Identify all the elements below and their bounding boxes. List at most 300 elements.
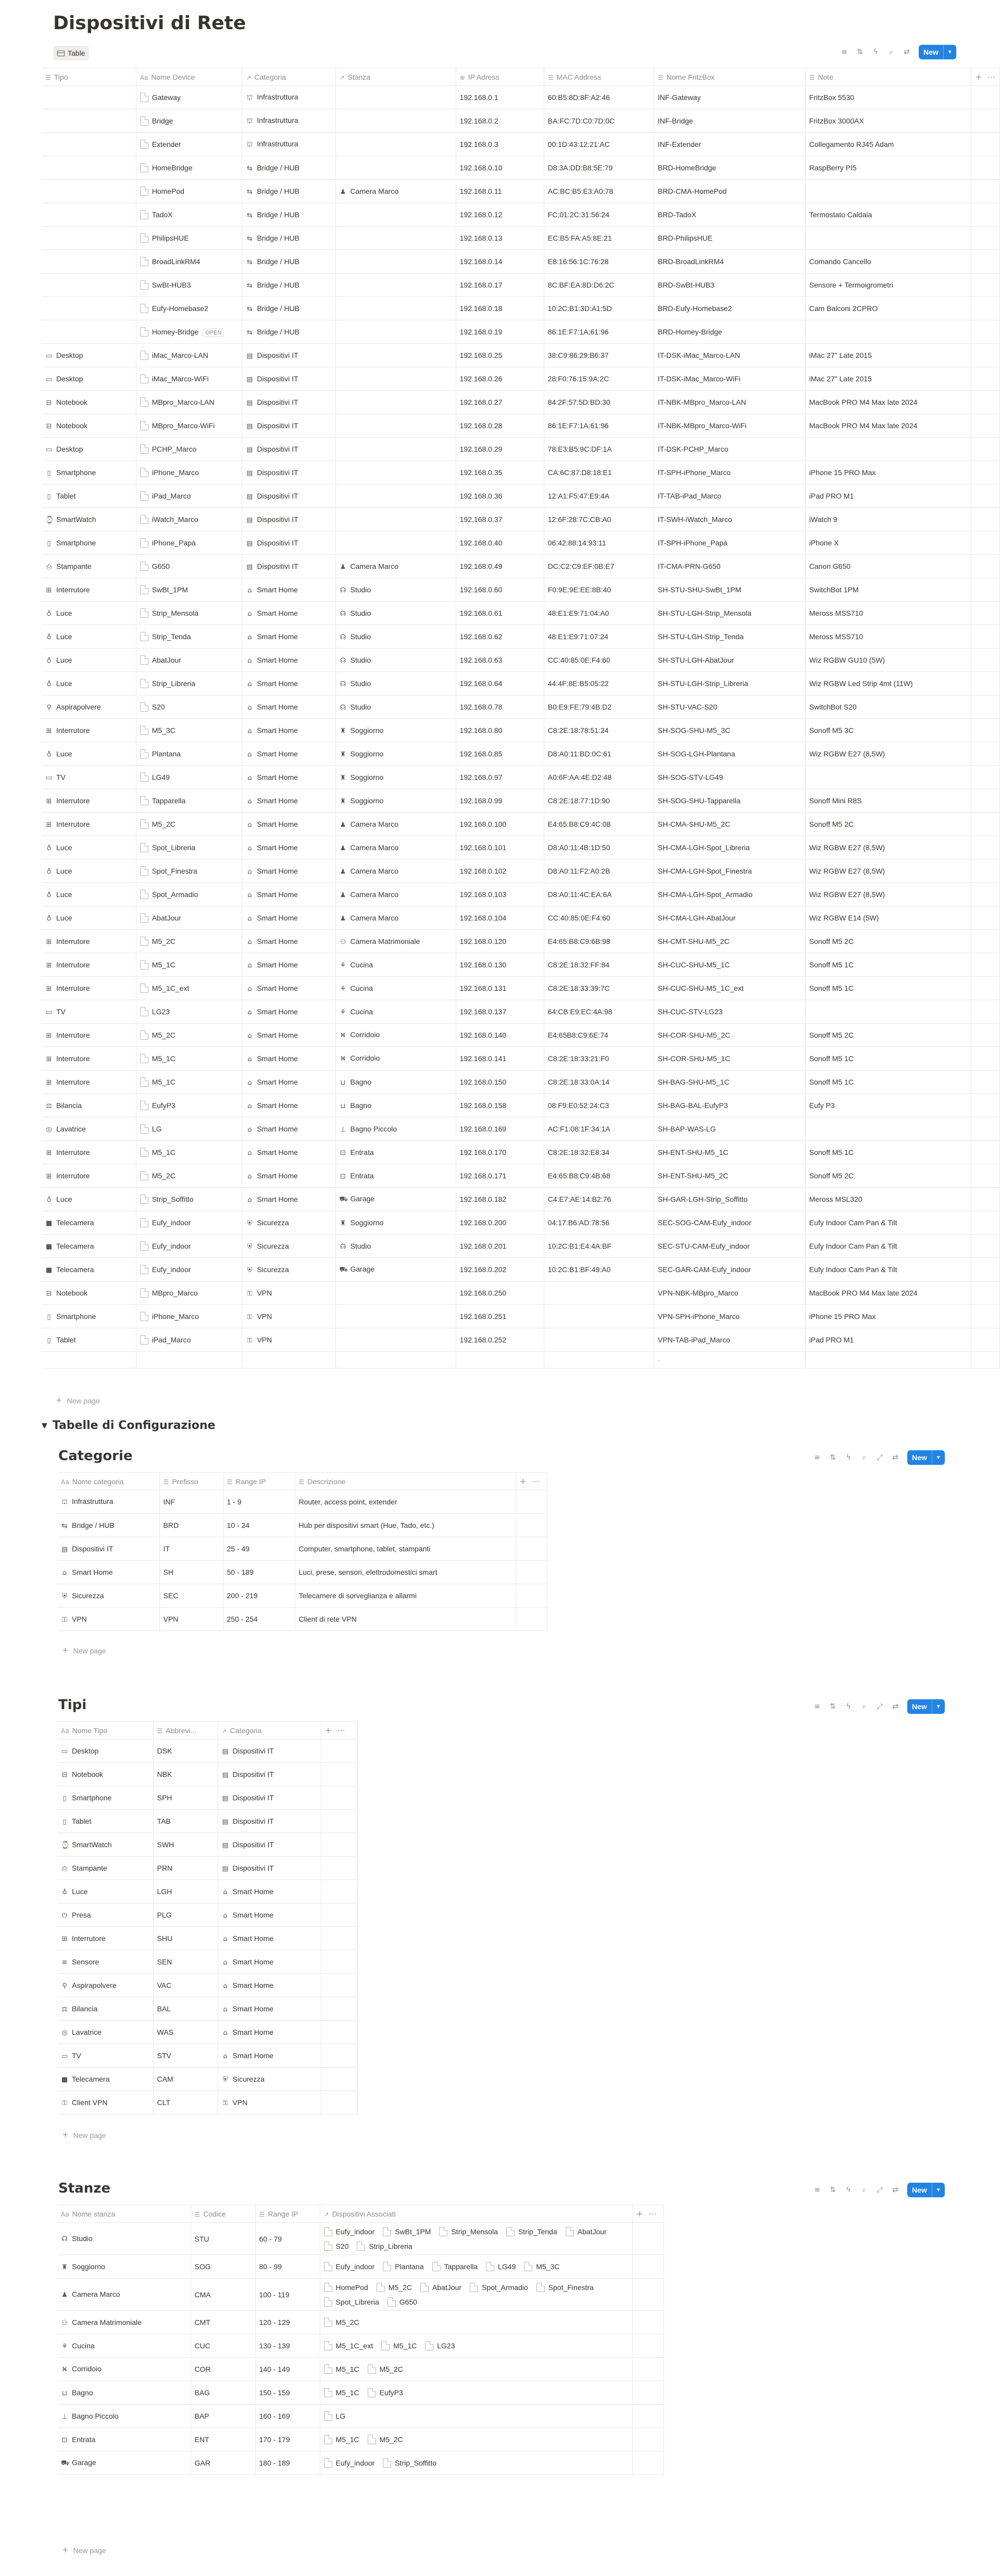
table-row[interactable] — [57, 2405, 664, 2428]
cell-nome-fritzbox[interactable] — [654, 742, 805, 766]
cell-categoria[interactable] — [242, 672, 335, 695]
table-row[interactable] — [42, 1047, 1000, 1071]
column-header-ip-adress[interactable] — [456, 68, 544, 86]
table-row[interactable] — [57, 1763, 357, 1786]
cell-nome-fritzbox[interactable] — [654, 555, 805, 578]
cell-tipo[interactable] — [42, 1047, 136, 1071]
device-chip[interactable] — [324, 2435, 359, 2444]
cell-nome-fritzbox[interactable] — [654, 227, 805, 250]
table-row[interactable] — [57, 2255, 664, 2279]
expand-icon[interactable]: ⤢ — [877, 1453, 883, 1462]
cell-categoria[interactable] — [242, 953, 335, 977]
cell-nome-fritzbox[interactable] — [654, 1141, 805, 1164]
cell-nome-tipo[interactable] — [57, 1763, 153, 1786]
cell-note[interactable] — [805, 297, 971, 320]
cell-categoria[interactable] — [242, 180, 335, 203]
cell-categoria[interactable] — [242, 1071, 335, 1094]
cell-note[interactable] — [805, 414, 971, 438]
cell-tipo[interactable] — [42, 625, 136, 649]
cell-note[interactable] — [805, 227, 971, 250]
cell-nome-device[interactable] — [136, 789, 242, 813]
table-row[interactable] — [42, 133, 1000, 156]
cell-note[interactable] — [805, 789, 971, 813]
cell-nome-device[interactable] — [136, 438, 242, 461]
open-button[interactable]: OPEN — [203, 329, 224, 337]
cell-nome-device[interactable] — [136, 1211, 242, 1235]
cell-nome-tipo[interactable] — [57, 2068, 153, 2091]
summary-cell[interactable] — [456, 1352, 544, 1368]
cell-nome-fritzbox[interactable] — [654, 930, 805, 953]
table-row[interactable] — [57, 1537, 547, 1561]
cell-nome-fritzbox[interactable] — [654, 1000, 805, 1024]
cell-stanza[interactable] — [335, 578, 456, 602]
cell-stanza[interactable] — [335, 1258, 456, 1281]
cell-note[interactable] — [805, 508, 971, 531]
table-row[interactable] — [42, 555, 1000, 578]
cell-categoria[interactable] — [242, 391, 335, 414]
cell-nome-tipo[interactable] — [57, 1857, 153, 1880]
column-header-nome-device[interactable] — [136, 68, 242, 86]
cell-nome-fritzbox[interactable] — [654, 391, 805, 414]
cell-nome-fritzbox[interactable] — [654, 953, 805, 977]
cell-nome-device[interactable] — [136, 1024, 242, 1047]
cell-stanza[interactable] — [335, 930, 456, 953]
cell-tipo[interactable] — [42, 180, 136, 203]
cell-nome-categoria[interactable] — [57, 1537, 159, 1561]
cell-tipo[interactable] — [42, 695, 136, 719]
automation-icon[interactable]: ϟ — [846, 1453, 851, 1462]
cell-note[interactable] — [805, 906, 971, 930]
cell-stanza[interactable] — [335, 906, 456, 930]
cell-categoria[interactable] — [218, 1786, 321, 1810]
table-row[interactable] — [42, 86, 1000, 109]
chevron-down-icon[interactable]: ▼ — [932, 1699, 945, 1714]
cell-categoria[interactable] — [218, 1763, 321, 1786]
cell-note[interactable] — [805, 367, 971, 391]
summary-cell[interactable] — [805, 1352, 971, 1368]
cell-nome-device[interactable] — [136, 203, 242, 227]
device-chip[interactable] — [536, 2280, 594, 2295]
table-row[interactable] — [57, 1514, 547, 1537]
column-header-dispositivi-associati[interactable] — [320, 2205, 632, 2223]
cell-tipo[interactable] — [42, 602, 136, 625]
cell-nome-device[interactable] — [136, 508, 242, 531]
cell-nome-fritzbox[interactable] — [654, 883, 805, 906]
table-row[interactable] — [57, 1739, 357, 1763]
table-row[interactable] — [42, 273, 1000, 297]
cell-nome-device[interactable] — [136, 367, 242, 391]
summary-cell[interactable] — [335, 1352, 456, 1368]
cell-categoria[interactable] — [242, 1047, 335, 1071]
cell-nome-device[interactable] — [136, 180, 242, 203]
table-row[interactable] — [57, 1880, 357, 1903]
cell-nome-device[interactable] — [136, 977, 242, 1000]
table-row[interactable] — [42, 766, 1000, 789]
cell-nome-device[interactable] — [136, 719, 242, 742]
cell-note[interactable] — [805, 484, 971, 508]
cell-tipo[interactable] — [42, 133, 136, 156]
cell-tipo[interactable] — [42, 273, 136, 297]
cell-nome-fritzbox[interactable] — [654, 109, 805, 133]
sliders-icon[interactable]: ⇄ — [892, 1453, 898, 1462]
cell-nome-fritzbox[interactable] — [654, 1188, 805, 1211]
cell-nome-fritzbox[interactable] — [654, 367, 805, 391]
search-icon[interactable]: ⌕ — [862, 2186, 866, 2194]
cell-nome-device[interactable] — [136, 1141, 242, 1164]
chevron-down-icon[interactable]: ▼ — [943, 45, 956, 59]
cell-categoria[interactable] — [218, 1857, 321, 1880]
cell-note[interactable] — [805, 250, 971, 273]
table-row[interactable] — [57, 1927, 357, 1950]
cell-categoria[interactable] — [242, 227, 335, 250]
cell-categoria[interactable] — [242, 1117, 335, 1141]
table-row[interactable] — [42, 672, 1000, 695]
cell-stanza[interactable] — [335, 1000, 456, 1024]
cell-dispositivi-associati[interactable] — [320, 2451, 632, 2475]
table-row[interactable] — [57, 2091, 357, 2114]
cell-nome-stanza[interactable] — [57, 2358, 191, 2381]
column-header-stanza[interactable] — [335, 68, 456, 86]
cell-note[interactable] — [805, 1000, 971, 1024]
column-header-nome-tipo[interactable] — [57, 1722, 153, 1739]
cell-nome-fritzbox[interactable] — [654, 438, 805, 461]
cell-stanza[interactable] — [335, 860, 456, 883]
device-chip[interactable] — [324, 2295, 379, 2309]
cell-nome-device[interactable] — [136, 250, 242, 273]
cell-stanza[interactable] — [335, 438, 456, 461]
cell-nome-device[interactable] — [136, 860, 242, 883]
cell-nome-device[interactable] — [136, 578, 242, 602]
cell-tipo[interactable] — [42, 156, 136, 180]
cell-nome-fritzbox[interactable] — [654, 1281, 805, 1305]
device-chip[interactable] — [357, 2239, 412, 2254]
cell-stanza[interactable] — [335, 1328, 456, 1352]
table-row[interactable] — [42, 1305, 1000, 1328]
filter-icon[interactable]: ≡ — [841, 48, 847, 56]
cell-note[interactable] — [805, 555, 971, 578]
table-row[interactable] — [42, 789, 1000, 813]
device-chip[interactable] — [383, 2224, 431, 2239]
cell-note[interactable] — [805, 180, 971, 203]
cell-nome-device[interactable] — [136, 461, 242, 484]
cell-stanza[interactable] — [335, 203, 456, 227]
table-row[interactable] — [57, 2044, 357, 2068]
cell-nome-fritzbox[interactable] — [654, 860, 805, 883]
table-row[interactable] — [42, 1094, 1000, 1117]
table-row[interactable] — [57, 1950, 357, 1974]
sort-icon[interactable]: ⇅ — [857, 48, 863, 56]
categorie-new-page-button[interactable]: + New page — [63, 1645, 106, 1656]
cell-stanza[interactable] — [335, 273, 456, 297]
cell-note[interactable] — [805, 930, 971, 953]
cell-tipo[interactable] — [42, 719, 136, 742]
table-row[interactable] — [42, 930, 1000, 953]
filter-icon[interactable]: ≡ — [814, 1702, 820, 1711]
table-row[interactable] — [42, 344, 1000, 367]
cell-tipo[interactable] — [42, 1258, 136, 1281]
cell-nome-fritzbox[interactable] — [654, 695, 805, 719]
table-row[interactable] — [57, 1608, 547, 1631]
cell-nome-fritzbox[interactable] — [654, 133, 805, 156]
table-row[interactable] — [42, 836, 1000, 860]
table-row[interactable] — [42, 602, 1000, 625]
table-row[interactable] — [57, 1974, 357, 1997]
table-row[interactable] — [57, 2451, 664, 2475]
cell-nome-device[interactable] — [136, 695, 242, 719]
table-row[interactable] — [42, 391, 1000, 414]
cell-stanza[interactable] — [335, 367, 456, 391]
filter-icon[interactable]: ≡ — [814, 1453, 820, 1462]
sort-icon[interactable]: ⇅ — [830, 1702, 836, 1711]
cell-nome-device[interactable] — [136, 344, 242, 367]
table-row[interactable] — [42, 1141, 1000, 1164]
device-chip[interactable] — [324, 2341, 373, 2350]
column-header-tipo[interactable] — [42, 68, 136, 86]
cell-note[interactable] — [805, 109, 971, 133]
cell-dispositivi-associati[interactable] — [320, 2311, 632, 2334]
cell-nome-fritzbox[interactable] — [654, 1211, 805, 1235]
cell-nome-device[interactable] — [136, 320, 242, 344]
table-row[interactable] — [42, 1188, 1000, 1211]
cell-tipo[interactable] — [42, 531, 136, 555]
automation-icon[interactable]: ϟ — [846, 2186, 851, 2194]
cell-categoria[interactable] — [242, 1094, 335, 1117]
summary-cell[interactable] — [654, 1352, 805, 1368]
device-chip[interactable] — [324, 2411, 346, 2421]
cell-note[interactable] — [805, 672, 971, 695]
table-row[interactable] — [42, 1024, 1000, 1047]
device-chip[interactable] — [388, 2295, 417, 2309]
cell-note[interactable] — [805, 578, 971, 602]
table-row[interactable] — [57, 1786, 357, 1810]
cell-stanza[interactable] — [335, 391, 456, 414]
cell-tipo[interactable] — [42, 1235, 136, 1258]
cell-nome-device[interactable] — [136, 813, 242, 836]
add-column-button[interactable]: + ⋯ — [516, 1473, 547, 1490]
cell-nome-fritzbox[interactable] — [654, 1164, 805, 1188]
cell-nome-stanza[interactable] — [57, 2381, 191, 2405]
device-chip[interactable] — [470, 2280, 528, 2295]
device-chip[interactable] — [368, 2388, 403, 2397]
device-chip[interactable] — [324, 2318, 359, 2327]
cell-nome-device[interactable] — [136, 602, 242, 625]
cell-dispositivi-associati[interactable] — [320, 2279, 632, 2311]
cell-nome-device[interactable] — [136, 414, 242, 438]
cell-note[interactable] — [805, 602, 971, 625]
cell-stanza[interactable] — [335, 695, 456, 719]
cell-nome-fritzbox[interactable] — [654, 1305, 805, 1328]
cell-nome-stanza[interactable] — [57, 2311, 191, 2334]
cell-categoria[interactable] — [242, 836, 335, 860]
cell-nome-device[interactable] — [136, 1071, 242, 1094]
tipi-new-page-button[interactable]: + New page — [63, 2130, 106, 2140]
table-row[interactable] — [42, 1328, 1000, 1352]
cell-tipo[interactable] — [42, 789, 136, 813]
cell-note[interactable] — [805, 438, 971, 461]
sliders-icon[interactable]: ⇄ — [892, 2186, 898, 2194]
device-chip[interactable] — [324, 2458, 375, 2468]
cell-nome-device[interactable] — [136, 1305, 242, 1328]
cell-tipo[interactable] — [42, 906, 136, 930]
device-chip[interactable] — [432, 2262, 478, 2271]
cell-stanza[interactable] — [335, 1281, 456, 1305]
table-row[interactable] — [57, 2311, 664, 2334]
cell-nome-categoria[interactable] — [57, 1490, 159, 1514]
cell-categoria[interactable] — [218, 1880, 321, 1903]
cell-note[interactable] — [805, 695, 971, 719]
cell-nome-fritzbox[interactable] — [654, 320, 805, 344]
table-row[interactable] — [57, 2279, 664, 2311]
cell-stanza[interactable] — [335, 180, 456, 203]
cell-nome-fritzbox[interactable] — [654, 906, 805, 930]
cell-categoria[interactable] — [242, 578, 335, 602]
cell-categoria[interactable] — [242, 320, 335, 344]
cell-tipo[interactable] — [42, 649, 136, 672]
cell-stanza[interactable] — [335, 977, 456, 1000]
table-row[interactable] — [57, 1584, 547, 1608]
cell-categoria[interactable] — [242, 860, 335, 883]
filter-icon[interactable]: ≡ — [814, 2186, 820, 2194]
cell-stanza[interactable] — [335, 742, 456, 766]
cell-nome-device[interactable] — [136, 109, 242, 133]
cell-categoria[interactable] — [242, 1281, 335, 1305]
cell-stanza[interactable] — [335, 1094, 456, 1117]
table-row[interactable] — [57, 1857, 357, 1880]
device-chip[interactable] — [566, 2224, 607, 2239]
cell-nome-tipo[interactable] — [57, 1880, 153, 1903]
column-header-categoria[interactable] — [218, 1722, 321, 1739]
device-chip[interactable] — [324, 2224, 375, 2239]
cell-stanza[interactable] — [335, 625, 456, 649]
cell-stanza[interactable] — [335, 813, 456, 836]
cell-nome-fritzbox[interactable] — [654, 531, 805, 555]
cell-tipo[interactable] — [42, 1281, 136, 1305]
cell-nome-device[interactable] — [136, 273, 242, 297]
cell-nome-stanza[interactable] — [57, 2405, 191, 2428]
cell-nome-device[interactable] — [136, 1000, 242, 1024]
cell-nome-fritzbox[interactable] — [654, 1235, 805, 1258]
device-chip[interactable] — [368, 2365, 403, 2374]
cell-nome-stanza[interactable] — [57, 2334, 191, 2358]
cell-note[interactable] — [805, 719, 971, 742]
cell-tipo[interactable] — [42, 1305, 136, 1328]
table-row[interactable] — [57, 1810, 357, 1833]
cell-nome-device[interactable] — [136, 1235, 242, 1258]
cell-nome-tipo[interactable] — [57, 1810, 153, 1833]
cell-nome-fritzbox[interactable] — [654, 297, 805, 320]
cell-nome-fritzbox[interactable] — [654, 813, 805, 836]
cell-nome-device[interactable] — [136, 883, 242, 906]
cell-categoria[interactable] — [242, 461, 335, 484]
devices-new-page-button[interactable]: + New page — [56, 1395, 100, 1405]
cell-note[interactable] — [805, 133, 971, 156]
device-chip[interactable] — [324, 2365, 359, 2374]
cell-nome-tipo[interactable] — [57, 1927, 153, 1950]
table-row[interactable] — [57, 2223, 664, 2255]
cell-nome-tipo[interactable] — [57, 2021, 153, 2044]
cell-nome-fritzbox[interactable] — [654, 766, 805, 789]
cell-nome-categoria[interactable] — [57, 1561, 159, 1584]
cell-tipo[interactable] — [42, 484, 136, 508]
table-row[interactable] — [42, 297, 1000, 320]
cell-note[interactable] — [805, 836, 971, 860]
cell-nome-fritzbox[interactable] — [654, 1071, 805, 1094]
cell-note[interactable] — [805, 625, 971, 649]
cell-categoria[interactable] — [242, 344, 335, 367]
cell-categoria[interactable] — [218, 1950, 321, 1974]
expand-icon[interactable]: ⤢ — [877, 2186, 883, 2194]
device-chip[interactable] — [420, 2280, 461, 2295]
cell-nome-fritzbox[interactable] — [654, 1258, 805, 1281]
column-header-mac-address[interactable] — [544, 68, 654, 86]
cell-stanza[interactable] — [335, 133, 456, 156]
sliders-icon[interactable]: ⇄ — [904, 48, 910, 56]
cell-categoria[interactable] — [242, 555, 335, 578]
cell-nome-device[interactable] — [136, 484, 242, 508]
table-row[interactable] — [42, 649, 1000, 672]
cell-nome-device[interactable] — [136, 930, 242, 953]
cell-stanza[interactable] — [335, 344, 456, 367]
cell-categoria[interactable] — [242, 367, 335, 391]
cell-categoria[interactable] — [242, 250, 335, 273]
cell-nome-fritzbox[interactable] — [654, 649, 805, 672]
cell-tipo[interactable] — [42, 1188, 136, 1211]
cell-note[interactable] — [805, 320, 971, 344]
table-row[interactable] — [42, 906, 1000, 930]
cell-nome-device[interactable] — [136, 672, 242, 695]
table-row[interactable] — [57, 2381, 664, 2405]
cell-stanza[interactable] — [335, 555, 456, 578]
cell-categoria[interactable] — [242, 1235, 335, 1258]
cell-tipo[interactable] — [42, 555, 136, 578]
cell-tipo[interactable] — [42, 344, 136, 367]
cell-nome-stanza[interactable] — [57, 2255, 191, 2279]
cell-nome-fritzbox[interactable] — [654, 1047, 805, 1071]
cell-nome-device[interactable] — [136, 156, 242, 180]
cell-categoria[interactable] — [242, 1141, 335, 1164]
cell-categoria[interactable] — [242, 883, 335, 906]
table-row[interactable] — [42, 156, 1000, 180]
table-row[interactable] — [42, 953, 1000, 977]
cell-note[interactable] — [805, 1305, 971, 1328]
cell-note[interactable] — [805, 860, 971, 883]
cell-nome-fritzbox[interactable] — [654, 1117, 805, 1141]
cell-note[interactable] — [805, 1024, 971, 1047]
table-row[interactable] — [42, 860, 1000, 883]
cell-dispositivi-associati[interactable] — [320, 2381, 632, 2405]
table-row[interactable] — [42, 695, 1000, 719]
table-row[interactable] — [57, 2358, 664, 2381]
table-row[interactable] — [42, 1258, 1000, 1281]
cell-tipo[interactable] — [42, 297, 136, 320]
cell-categoria[interactable] — [242, 977, 335, 1000]
cell-tipo[interactable] — [42, 109, 136, 133]
table-row[interactable] — [57, 2021, 357, 2044]
cell-stanza[interactable] — [335, 1141, 456, 1164]
column-header-note[interactable] — [805, 68, 971, 86]
cell-note[interactable] — [805, 461, 971, 484]
cell-nome-categoria[interactable] — [57, 1514, 159, 1537]
cell-note[interactable] — [805, 1117, 971, 1141]
sliders-icon[interactable]: ⇄ — [892, 1702, 898, 1711]
cell-nome-fritzbox[interactable] — [654, 273, 805, 297]
cell-note[interactable] — [805, 203, 971, 227]
cell-categoria[interactable] — [242, 813, 335, 836]
chevron-down-icon[interactable]: ▼ — [932, 1450, 945, 1465]
cell-stanza[interactable] — [335, 953, 456, 977]
cell-nome-categoria[interactable] — [57, 1584, 159, 1608]
cell-nome-device[interactable] — [136, 227, 242, 250]
